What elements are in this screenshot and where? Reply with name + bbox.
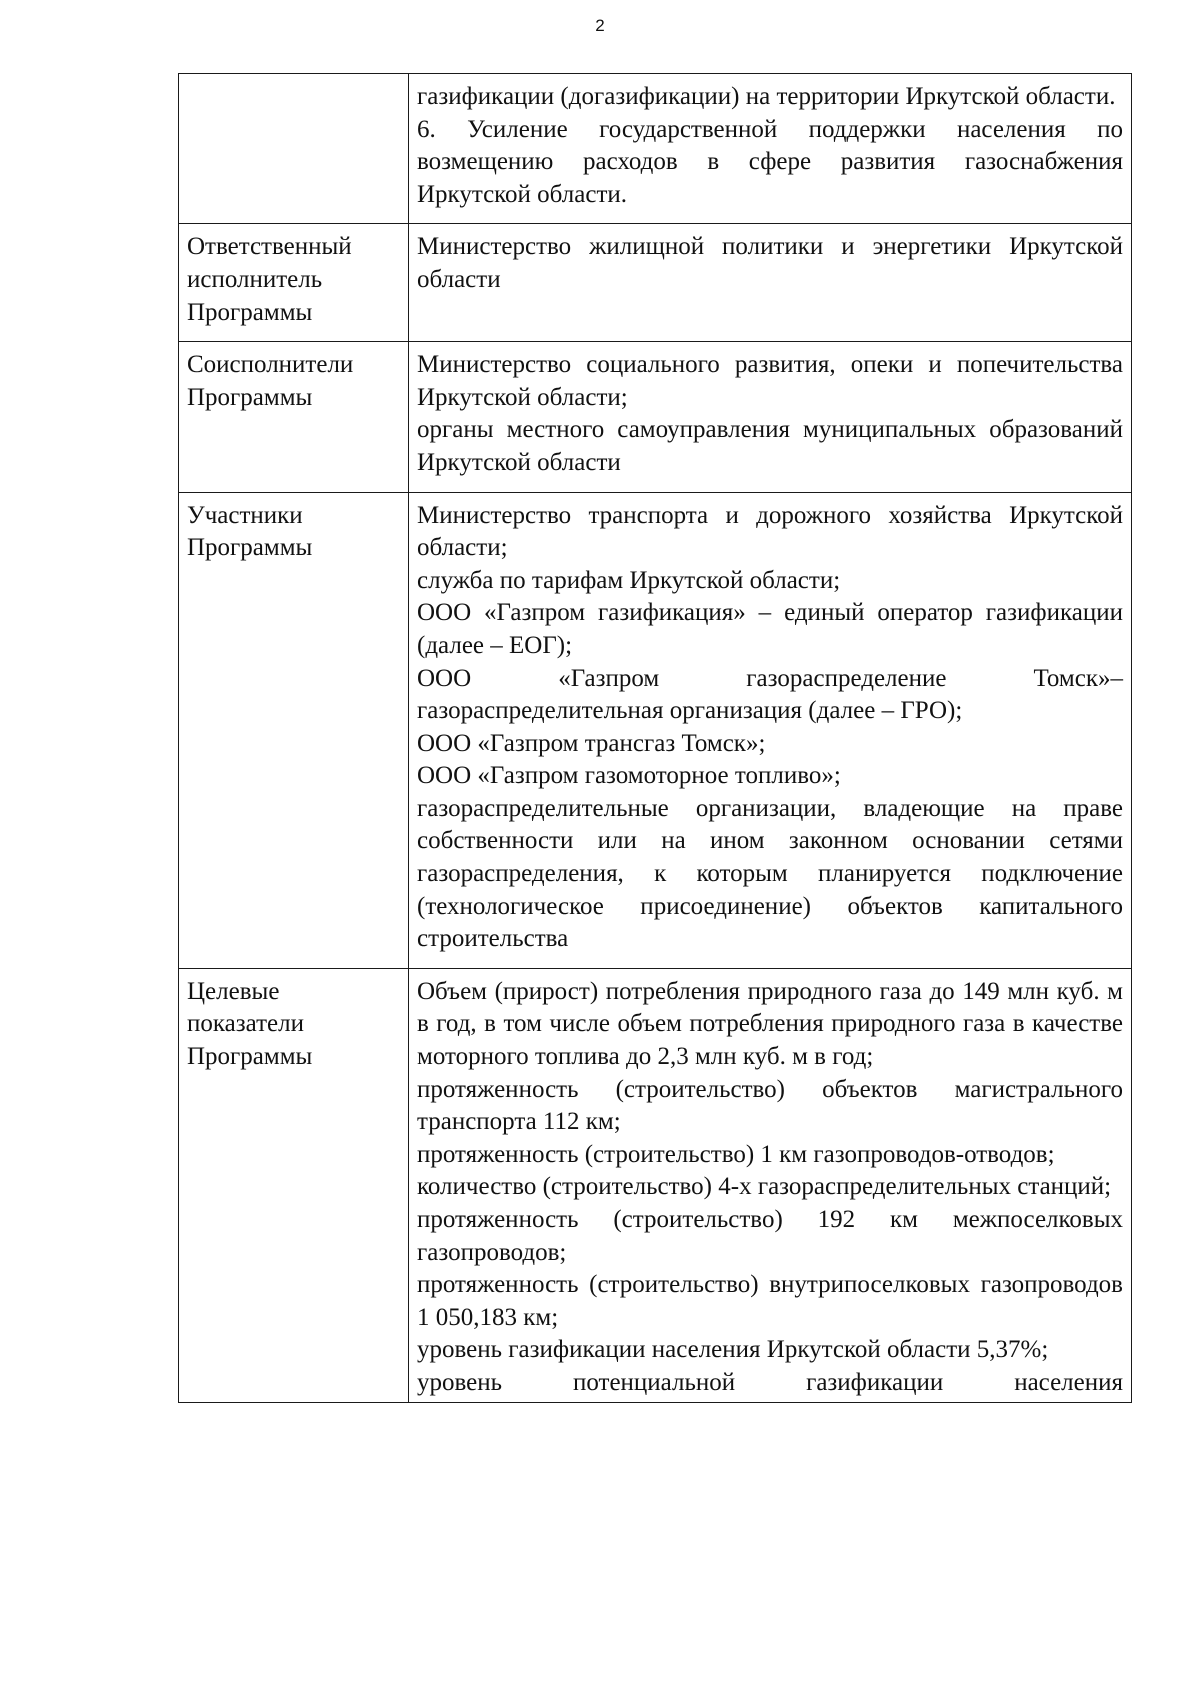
label-line: Программы — [187, 298, 313, 326]
row-value-responsible-executor — [409, 224, 1132, 342]
label-line: исполнитель — [187, 265, 323, 293]
label-line: Программы — [187, 383, 313, 411]
program-passport-table — [178, 73, 1132, 1403]
row-label-target-indicators — [179, 968, 409, 1402]
row-value-goals-continued — [409, 74, 1132, 224]
row-value-target-indicators — [409, 968, 1132, 1402]
row-value-co-executors — [409, 342, 1132, 492]
label-line: Ответственный — [187, 233, 352, 261]
value-paragraph: служба по тарифам Иркутской области; — [417, 566, 841, 594]
value-paragraph: Министерство транспорта и дорожного хозяйства Иркутской области; — [417, 501, 1123, 562]
row-label-co-executors — [179, 342, 409, 492]
row-label-participants — [179, 492, 409, 968]
value-paragraph: газификации (догазификации) на территории Иркутской области. — [417, 83, 1116, 110]
value-paragraph: Объем (прирост) потребления природного газа до 149 млн куб. м в год, в том числе объем потребления природного газа в качестве моторного топлива до 2,3 млн куб. м в год; — [417, 977, 1123, 1071]
table-row — [179, 74, 1132, 224]
value-paragraph: ООО «Газпром газораспределение Томск»– газораспределительная организация (далее – ГРО); — [417, 664, 1123, 725]
label-line: Соисполнители — [187, 351, 354, 379]
value-paragraph: газораспределительные организации, владеющие на праве собственности или на ином законном основании сетями газораспределения, к которым планируется подключение (технологическое присоединение) объектов капитального строительства — [417, 794, 1123, 953]
value-paragraph: протяженность (строительство) 192 км межпоселковых газопроводов; — [417, 1206, 1123, 1266]
value-paragraph: Министерство социального развития, опеки и попечительства Иркутской области; — [417, 351, 1123, 411]
value-paragraph: протяженность (строительство) объектов магистрального транспорта 112 км; — [417, 1075, 1123, 1136]
table-row — [179, 342, 1132, 492]
value-paragraph: 6. Усиление государственной поддержки населения по возмещению расходов в сфере развития газоснабжения Иркутской области. — [417, 115, 1123, 208]
label-line: Целевые — [187, 977, 280, 1005]
label-line: Программы — [187, 1043, 313, 1071]
table-row — [179, 492, 1132, 968]
page-number: 2 — [595, 16, 605, 35]
table-row — [179, 224, 1132, 342]
value-paragraph: Министерство жилищной политики и энергетики Иркутской области — [417, 233, 1123, 293]
table-row — [179, 968, 1132, 1402]
row-label-responsible-executor — [179, 224, 409, 342]
label-line: Программы — [187, 534, 313, 562]
row-value-participants — [409, 492, 1132, 968]
value-paragraph: ООО «Газпром газификация» – единый оператор газификации (далее – ЕОГ); — [417, 599, 1123, 659]
value-paragraph: уровень потенциальной газификации населения — [417, 1368, 1123, 1396]
value-paragraph: ООО «Газпром газомоторное топливо»; — [417, 762, 841, 790]
value-paragraph: органы местного самоуправления муниципальных образований Иркутской области — [417, 416, 1123, 476]
label-line: Участники — [187, 501, 303, 529]
value-paragraph: протяженность (строительство) 1 км газопроводов-отводов; — [417, 1140, 1055, 1168]
value-paragraph: уровень газификации населения Иркутской области 5,37%; — [417, 1336, 1049, 1364]
row-label-empty — [179, 74, 409, 224]
value-paragraph: протяженность (строительство) внутрипоселковых газопроводов 1 050,183 км; — [417, 1271, 1123, 1331]
label-line: показатели — [187, 1010, 304, 1038]
value-paragraph: ООО «Газпром трансгаз Томск»; — [417, 729, 766, 757]
value-paragraph: количество (строительство) 4-х газораспределительных станций; — [417, 1173, 1112, 1201]
